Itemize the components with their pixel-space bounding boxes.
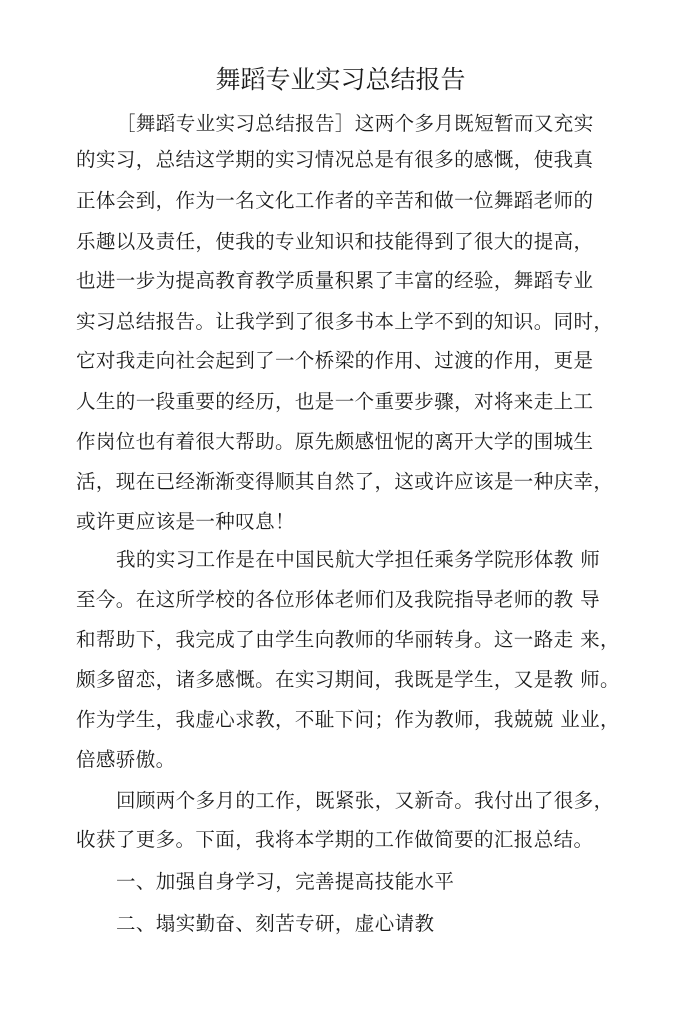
paragraph-2-line-1: 我的实习工作是在中国民航大学担任乘务学院形体教 师 — [116, 548, 601, 571]
paragraph-2-line-6: 倍感骄傲。 — [76, 748, 176, 771]
paragraph-1-line-2: 的实习，总结这学期的实习情况总是有很多的感慨，使我真 — [76, 148, 594, 171]
paragraph-2-line-2: 至今。在这所学校的各位形体老师们及我院指导老师的教 导 — [76, 588, 600, 611]
paragraph-3-line-1: 回顾两个多月的工作，既紧张，又新奇。我付出了很多， — [116, 789, 614, 812]
paragraph-2-line-4: 颇多留恋，诸多感慨。在实习期间，我既是学生，又是教 师。 — [76, 668, 620, 691]
paragraph-1-line-10: 活，现在已经渐渐变得顺其自然了，这或许应该是一种庆幸， — [76, 470, 614, 493]
paragraph-1-line-7: 它对我走向社会起到了一个桥梁的作用、过渡的作用，更是 — [76, 349, 594, 372]
paragraph-1-line-3: 正体会到，作为一名文化工作者的辛苦和做一位舞蹈老师的 — [76, 189, 594, 212]
paragraph-2-line-5: 作为学生，我虚心求教，不耻下问；作为教师，我兢兢 业业， — [76, 708, 620, 731]
document-title: 舞蹈专业实习总结报告 — [215, 65, 466, 94]
paragraph-1-line-1: ［舞蹈专业实习总结报告］这两个多月既短暂而又充实 — [116, 112, 594, 135]
paragraph-3-line-2: 收获了更多。下面，我将本学期的工作做简要的汇报总结。 — [76, 828, 594, 851]
section-heading-1: 一、加强自身学习，完善提高技能水平 — [116, 870, 455, 893]
paragraph-2-line-3: 和帮助下，我完成了由学生向教师的华丽转身。这一路走 来， — [76, 628, 620, 651]
paragraph-1-line-11: 或许更应该是一种叹息！ — [76, 510, 295, 533]
section-heading-2: 二、塌实勤奋、刻苦专研，虚心请教 — [116, 912, 435, 935]
paragraph-1-line-4: 乐趣以及责任，使我的专业知识和技能得到了很大的提高， — [76, 230, 594, 253]
paragraph-1-line-5: 也进一步为提高教育教学质量积累了丰富的经验，舞蹈专业 — [76, 269, 594, 292]
paragraph-1-line-8: 人生的一段重要的经历，也是一个重要步骤，对将来走上工 — [76, 390, 594, 413]
paragraph-1-line-6: 实习总结报告。让我学到了很多书本上学不到的知识。同时， — [76, 310, 614, 333]
paragraph-1-line-9: 作岗位也有着很大帮助。原先颇感忸怩的离开大学的围城生 — [76, 430, 594, 453]
